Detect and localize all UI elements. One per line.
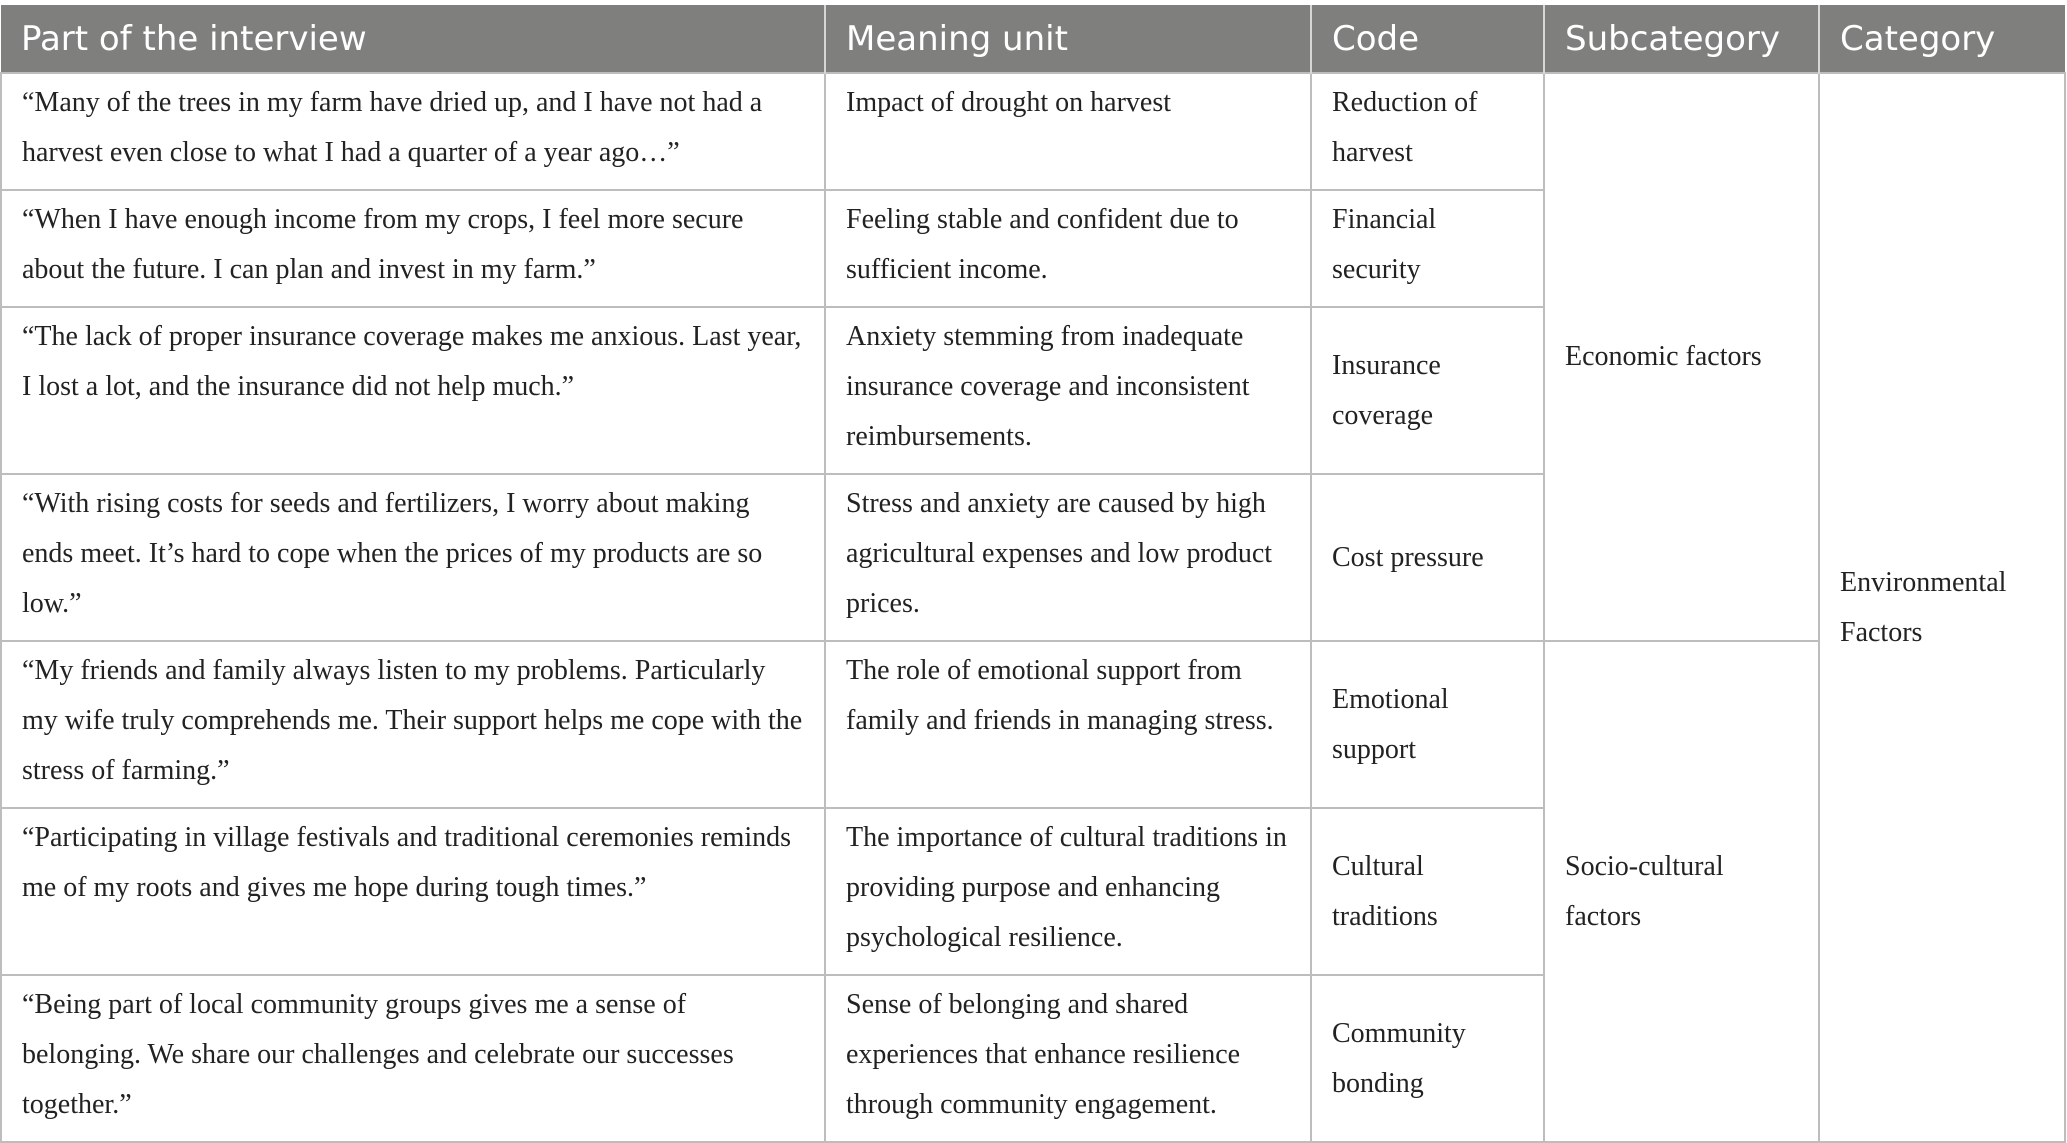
table-header-row [1,5,2065,73]
interview-quote-cell: “With rising costs for seeds and fertilizers, I worry about making ends meet. It’s hard to cope when the prices of my products are so low.” [1,474,825,641]
interview-quote-cell: “Participating in village festivals and traditional ceremonies reminds me of my roots and gives me hope during tough times.” [1,808,825,975]
code-cell: Cost pressure [1311,474,1544,641]
meaning-unit-cell: Feeling stable and confident due to sufficient income. [825,190,1311,307]
header-code: Code [1311,5,1544,73]
code-cell: Insurance coverage [1311,307,1544,474]
category-cell: Environmental Factors [1819,73,2065,1142]
code-cell: Reduction of harvest [1311,73,1544,190]
code-cell: Emotional support [1311,641,1544,808]
qualitative-analysis-table [0,5,2066,1143]
meaning-unit-cell: The role of emotional support from family and friends in managing stress. [825,641,1311,808]
interview-quote-cell: “My friends and family always listen to my problems. Particularly my wife truly comprehends me. Their support helps me cope with the stress of farming.” [1,641,825,808]
interview-quote-cell: “When I have enough income from my crops, I feel more secure about the future. I can plan and invest in my farm.” [1,190,825,307]
meaning-unit-cell: The importance of cultural traditions in providing purpose and enhancing psychological resilience. [825,808,1311,975]
header-subcategory: Subcategory [1544,5,1819,73]
interview-quote-cell: “Being part of local community groups gives me a sense of belonging. We share our challenges and celebrate our successes together.” [1,975,825,1142]
table-row [1,641,2065,808]
header-category: Category [1819,5,2065,73]
header-part-of-interview: Part of the interview [1,5,825,73]
code-cell: Financial security [1311,190,1544,307]
meaning-unit-cell: Anxiety stemming from inadequate insurance coverage and inconsistent reimbursements. [825,307,1311,474]
interview-quote-cell: “The lack of proper insurance coverage makes me anxious. Last year, I lost a lot, and the insurance did not help much.” [1,307,825,474]
meaning-unit-cell: Sense of belonging and shared experiences that enhance resilience through community engagement. [825,975,1311,1142]
table-row [1,73,2065,190]
subcategory-cell-socio-cultural: Socio-cultural factors [1544,641,1819,1142]
meaning-unit-cell: Impact of drought on harvest [825,73,1311,190]
code-cell: Cultural traditions [1311,808,1544,975]
subcategory-cell-economic: Economic factors [1544,73,1819,641]
meaning-unit-cell: Stress and anxiety are caused by high agricultural expenses and low product prices. [825,474,1311,641]
header-meaning-unit: Meaning unit [825,5,1311,73]
interview-quote-cell: “Many of the trees in my farm have dried up, and I have not had a harvest even close to what I had a quarter of a year ago…” [1,73,825,190]
code-cell: Community bonding [1311,975,1544,1142]
